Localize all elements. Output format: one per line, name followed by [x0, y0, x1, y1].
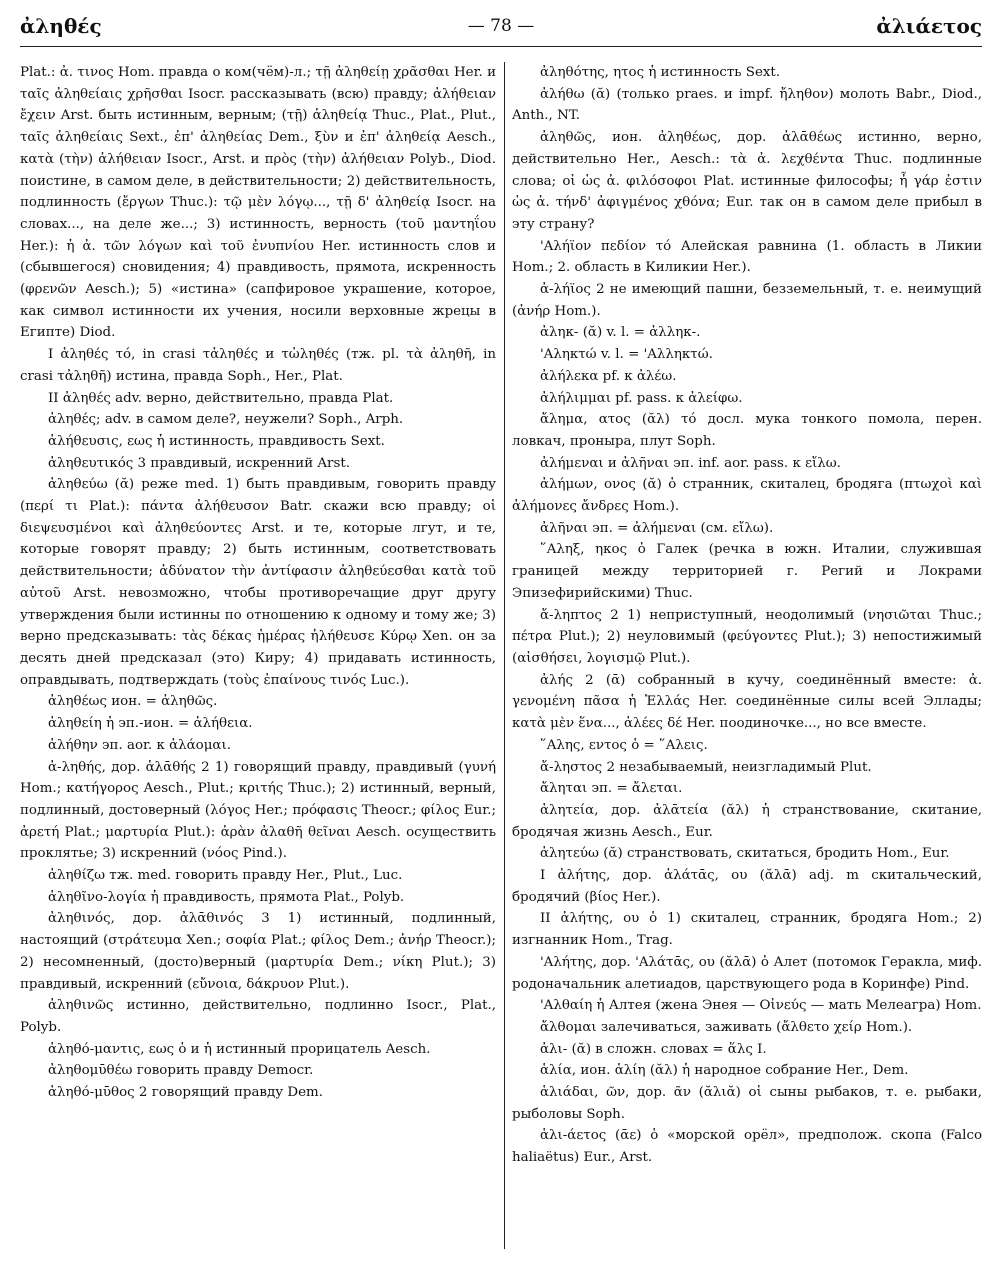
dictionary-entry: I ἀλήτης, дор. ἀλάτᾱς, ου (ᾰλᾱ) adj. m скитальческий, бродячий (βίος Her.).	[512, 868, 982, 905]
dictionary-entry: 'Αλθαίη ἡ Алтея (жена Энея — Οἰνεύς — мать Мелеагра) Hom.	[540, 998, 982, 1014]
dictionary-entry: ἀληθῶς, ион. ἀληθέως, дор. ἀλᾱθέως истинно, верно, действительно Her., Aesch.: τὰ ἀ. λεχθέντα Thuc. подлинные слова; οἱ ὡς ἀ. φιλόσοφοι Plat. истинные философы; ἦ γάρ ἐστιν ὡς ἀ. τήνδ' ἀφιγμένος χθόνα; Eur. так он в самом деле прибыл в эту страну?	[512, 130, 982, 232]
dictionary-entry: ἀλήλιμμαι pf. pass. к ἀλείφω.	[540, 390, 743, 406]
page-number: — 78 —	[467, 16, 535, 36]
dictionary-entry: ἀλητεία, дор. ἀλᾱτεία (ᾰλ) ἡ странствование, скитание, бродячая жизнь Aesch., Eur.	[512, 802, 982, 840]
dictionary-entry: 'Αλήϊον πεδίον τό Алейская равнина (1. область в Ликии Hom.; 2. область в Киликии Her.).	[512, 238, 982, 276]
dictionary-entry: ἀληθῖνο-λογία ἡ правдивость, прямота Plat., Polyb.	[48, 889, 405, 905]
dictionary-entry: ἁλιάδαι, ῶν, дор. ᾶν (ᾰλιᾰ) οἱ сыны рыбаков, т. е. рыбаки, рыболовы Soph.	[512, 1085, 982, 1122]
dictionary-entry: ἀληθό-μῡθος 2 говорящий правду Dem.	[48, 1085, 323, 1101]
dictionary-entry: ἄ-ληπτος 2 1) неприступный, неодолимый (νησιῶται Thuc.; πέτρα Plut.); 2) неуловимый (φεύγοντες Plut.); 3) непостижимый (αἰσθήσει, λογισμῷ Plut.).	[512, 607, 982, 666]
dictionary-entry: ἀληθό-μαντις, εως ὁ и ἡ истинный прорицатель Aesch.	[48, 1041, 431, 1057]
dictionary-entry: ἀλῆναι эп. = ἀλήμεναι (см. εἴλω).	[540, 520, 774, 536]
left-column	[20, 62, 496, 1249]
page-columns	[20, 62, 982, 1249]
dictionary-entry: ἀλής 2 (ᾱ) собранный в кучу, соединённый вместе: ἀ. γενομένη πᾶσα ἡ Ἑλλάς Her. соединённые силы всей Эллады; κατὰ μὲν ἕνα..., ἀλέες δέ Her. поодиночке..., но все вместе.	[512, 672, 982, 732]
dictionary-entry: ἄλθομαι залечиваться, заживать (ἄλθετο χείρ Hom.).	[540, 1019, 913, 1035]
dictionary-entry: ἀλήθω (ᾰ) (только praes. и impf. ἤληθον) молоть Babr., Diod., Anth., NT.	[512, 86, 982, 124]
dictionary-entry: ἀλητεύω (ᾰ) странствовать, скитаться, бродить Hom., Eur.	[540, 846, 950, 862]
dictionary-entry: ἁλι-άετος (ᾱε) ὁ «морской орёл», предполож. скопа (Falco haliaëtus) Eur., Arst.	[512, 1128, 982, 1166]
dictionary-entry: ἀλι- (ᾰ) в сложн. словах = ἅλς I.	[540, 1041, 767, 1057]
dictionary-entry: ἁλία, ион. ἁλίη (ᾰλ) ἡ народное собрание Her., Dem.	[540, 1063, 909, 1079]
page-header	[20, 10, 982, 47]
dictionary-entry: ἀληθεύω (ᾰ) реже med. 1) быть правдивым, говорить правду (περί τι Plat.): πάντα ἀλήθευσον Batr. скажи всю правду; οἱ διεψευσμένοι καὶ ἀληθεύοντες Arst. и те, которые лгут, и те, которые говорят правду; 2) быть истинным, соответствовать действительности; ἀδύνατον τὴν ἀντίφασιν ἀληθεύεσθαι κατὰ τοῦ αὐτοῦ Arst. невозможно, чтобы противоречащие друг другу утверждения были истинны по отношению к одному и тому же; 3) верно предсказывать: τὰς δέκας ἡμέρας ἠλήθευσε Κύρῳ Xen. он за десять дней предсказал (это) Киру; 4) придавать истинность, оправдывать, подтверждать (τοὺς ἐπαίνους τινός Luc.).	[20, 477, 496, 688]
dictionary-entry: ῞Αληξ, ηκος ὁ Галек (речка в южн. Италии, служившая границей между территорией г. Регий и Локрами Эпизефирийскими) Thuc.	[512, 542, 982, 601]
dictionary-entry: ἀληθευτικός 3 правдивый, искренний Arst.	[48, 455, 350, 471]
dictionary-entry: ἀ-ληθής, дор. ἀλᾱθής 2 1) говорящий правду, правдивый (γυνή Hom.; κατήγορος Aesch., Plut.; κριτής Thuc.); 2) истинный, верный, подлинный, достоверный (λόγος Her.; πρόφασις Theocr.; φίλος Eur.; ἀρετή Plat.; μαρτυρία Plut.): ἀρὰν ἀλαθῆ θεῖναι Aesch. осуществить проклятье; 3) искренний (νόος Pind.).	[20, 759, 496, 862]
right-running-headword: ἀλιάετος	[876, 14, 982, 38]
right-column	[512, 62, 982, 1249]
dictionary-entry: ἀλήμεναι и ἀλῆναι эп. inf. aor. pass. к εἴλω.	[540, 455, 841, 471]
dictionary-entry: ἀ-λήϊος 2 не имеющий пашни, безземельный, т. е. неимущий (ἀνήρ Hom.).	[512, 282, 982, 319]
dictionary-entry: ἀληθομῡθέω говорить правду Democr.	[48, 1063, 314, 1079]
dictionary-entry: I ἀληθές τό, in crasi τἀληθές и τὠληθές (тж. pl. τὰ ἀληθῆ, in crasi τἀληθῆ) истина, правда Soph., Her., Plat.	[20, 347, 496, 384]
dictionary-entry: ἀληθινός, дор. ἀλᾱθινός 3 1) истинный, подлинный, настоящий (στράτευμα Xen.; σοφία Plat.; φίλος Dem.; ἀνήρ Theocr.); 2) несомненный, (досто)верный (μαρτυρία Dem.; νίκη Plut.); 3) правдивый, искренний (εὔνοια, δάκρυον Plut.).	[20, 911, 496, 992]
dictionary-entry: 'Αληκτώ v. l. = 'Αλληκτώ.	[540, 347, 713, 363]
column-divider	[504, 62, 505, 1249]
dictionary-entry: ἀληθέως ион. = ἀληθῶς.	[48, 694, 218, 710]
dictionary-entry: ἄληται эп. = ἄλεται.	[540, 781, 683, 797]
dictionary-entry: 'Αλήτης, дор. 'Αλάτᾱς, ου (ᾰλᾱ) ὁ Алет (потомок Геракла, миф. родоначальник алетиадов, царствующего рода в Коринфе) Pind.	[512, 954, 982, 992]
dictionary-entry: ἀλήθην эп. aor. к ἀλάομαι.	[48, 737, 231, 753]
dictionary-entry: ἀληθινῶς истинно, действительно, подлинно Isocr., Plat., Polyb.	[20, 998, 496, 1035]
dictionary-entry: ἀληθές; adv. в самом деле?, неужели? Soph., Arph.	[48, 412, 404, 428]
left-running-headword: ἀληθές	[20, 14, 102, 38]
dictionary-entry: ἀληκ- (ᾰ) v. l. = ἀλληκ-.	[540, 325, 701, 341]
dictionary-entry: ἄλημα, ατος (ᾰλ) τό досл. мука тонкого помола, перен. ловкач, проныра, плут Soph.	[512, 412, 982, 449]
dictionary-entry: ἀλήλεκα pf. к ἀλέω.	[540, 368, 677, 384]
dictionary-entry: ῞Αλης, εντος ὁ = ῞Αλεις.	[540, 737, 708, 753]
dictionary-entry: Plat.: ἀ. τινος Hom. правда о ком(чём)-л.; τῇ ἀληθείῃ χρᾶσθαι Her. и ταῖς ἀληθείαις χρῆσθαι Isocr. рассказывать (всю) правду; ἀλήθειαν ἔχειν Arst. быть истинным, верным; (τῇ) ἀληθείᾳ Thuc., Plat., Plut., ταῖς ἀληθείαις Sext., ἐπ' ἀληθείας Dem., ξὺν и ἐπ' ἀληθείᾳ Aesch., κατὰ (τὴν) ἀλήθειαν Isocr., Arst. и πρὸς (τὴν) ἀλήθειαν Polyb., Diod. поистине, в самом деле, в действительности; 2) действительность, подлинность (ἔργων Thuc.): τῷ μὲν λόγῳ..., τῇ δ' ἀληθείᾳ Isocr. на словах..., на деле же...; 3) истинность, верность (τοῦ μαντηΐου Her.): ἡ ἀ. τῶν λόγων καὶ τοῦ ἐνυπνίου Her. истинность слов и (сбывшегося) сновидения; 4) правдивость, прямота, искренность (φρενῶν Aesch.); 5) «истина» (сапфировое украшение, которое, как символ истинности их учения, носили верховные жрецы в Египте) Diod.	[20, 65, 496, 341]
dictionary-entry: ἀληθείη ἡ эп.-ион. = ἀλήθεια.	[48, 716, 253, 732]
dictionary-entry: II ἀληθές adv. верно, действительно, правда Plat.	[48, 390, 394, 406]
dictionary-entry: ἀλήμων, ονος (ᾰ) ὁ странник, скиталец, бродяга (πτωχοὶ καὶ ἀλήμονες ἄνδρες Hom.).	[512, 477, 982, 515]
dictionary-entry: ἀλήθευσις, εως ἡ истинность, правдивость Sext.	[48, 433, 385, 449]
dictionary-entry: ἄ-ληστος 2 незабываемый, неизгладимый Plut.	[540, 759, 872, 775]
dictionary-entry: II ἀλήτης, ου ὁ 1) скиталец, странник, бродяга Hom.; 2) изгнанник Hom., Trag.	[512, 911, 982, 949]
dictionary-entry: ἀληθίζω тж. med. говорить правду Her., Plut., Luc.	[48, 868, 403, 884]
dictionary-entry: ἀληθότης, ητος ἡ истинность Sext.	[540, 65, 781, 80]
